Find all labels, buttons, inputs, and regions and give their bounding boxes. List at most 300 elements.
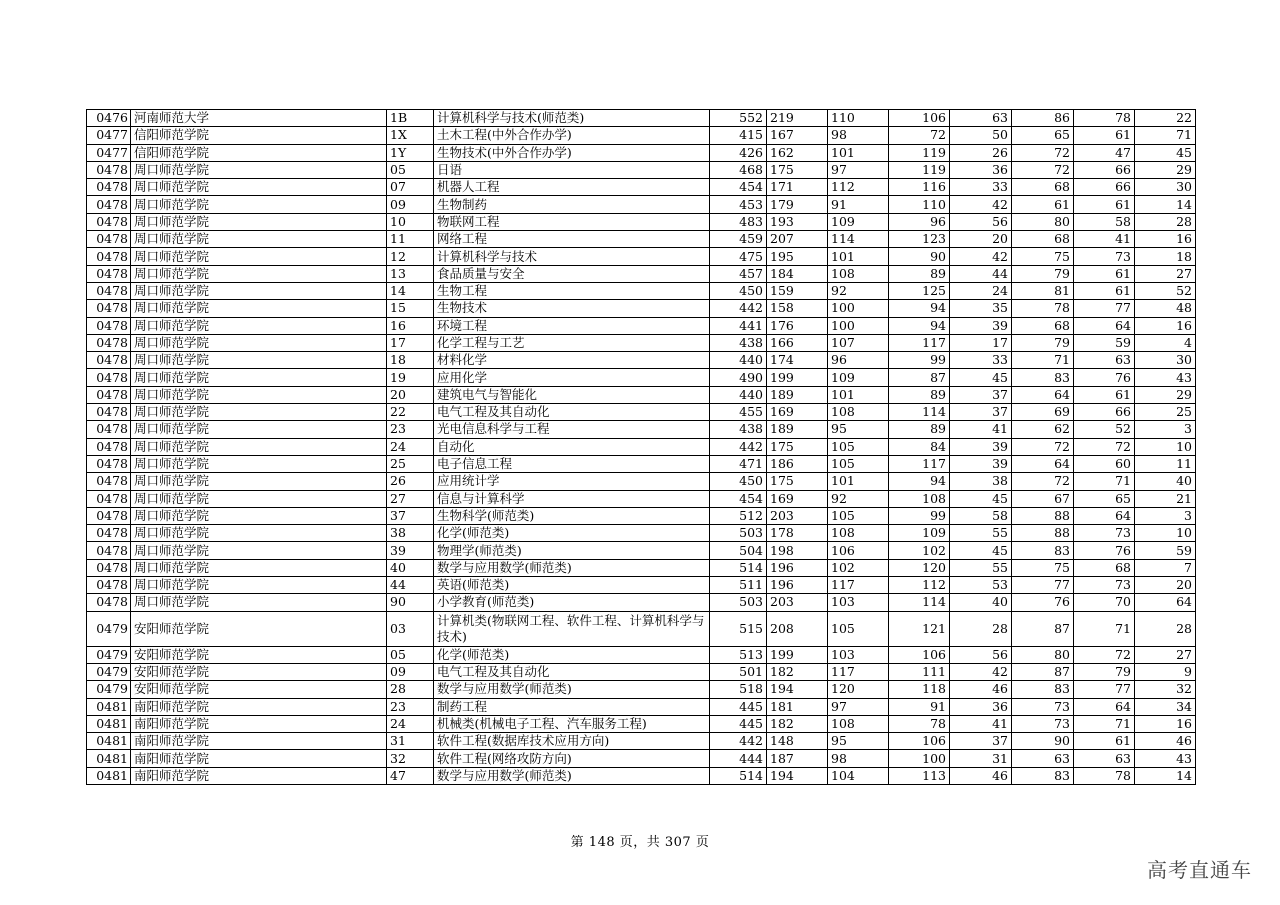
table-row xyxy=(87,767,1196,784)
score-col-8-cell: 29 xyxy=(1135,386,1196,403)
table-row xyxy=(87,542,1196,559)
major-code-cell: 44 xyxy=(387,577,434,594)
score-col-4-cell: 111 xyxy=(889,663,950,680)
major-code-cell: 31 xyxy=(387,733,434,750)
table-row xyxy=(87,455,1196,472)
score-col-5-cell: 46 xyxy=(950,767,1012,784)
score-col-8-cell: 30 xyxy=(1135,179,1196,196)
score-col-8-cell: 14 xyxy=(1135,196,1196,213)
score-col-5-cell: 37 xyxy=(950,404,1012,421)
score-total-cell: 438 xyxy=(710,334,767,351)
score-col-8-cell: 43 xyxy=(1135,369,1196,386)
score-col-7-cell: 71 xyxy=(1074,611,1135,646)
score-col-8-cell: 34 xyxy=(1135,698,1196,715)
score-total-cell: 444 xyxy=(710,750,767,767)
watermark: 高考直通车 xyxy=(1147,858,1252,882)
table-row xyxy=(87,421,1196,438)
school-name-cell: 周口师范学院 xyxy=(131,507,387,524)
school-name-cell: 周口师范学院 xyxy=(131,317,387,334)
score-col-3-cell: 92 xyxy=(828,490,889,507)
score-col-3-cell: 98 xyxy=(828,750,889,767)
score-col-8-cell: 28 xyxy=(1135,611,1196,646)
school-code-cell: 0478 xyxy=(87,317,131,334)
score-col-8-cell: 32 xyxy=(1135,681,1196,698)
score-col-3-cell: 92 xyxy=(828,282,889,299)
score-col-7-cell: 61 xyxy=(1074,196,1135,213)
score-col-4-cell: 116 xyxy=(889,179,950,196)
score-col-8-cell: 10 xyxy=(1135,438,1196,455)
score-col-3-cell: 103 xyxy=(828,646,889,663)
score-col-5-cell: 63 xyxy=(950,110,1012,127)
score-col-7-cell: 61 xyxy=(1074,265,1135,282)
score-col-5-cell: 42 xyxy=(950,248,1012,265)
school-name-cell: 周口师范学院 xyxy=(131,455,387,472)
score-total-cell: 511 xyxy=(710,577,767,594)
score-total-cell: 515 xyxy=(710,611,767,646)
score-col-2-cell: 159 xyxy=(767,282,828,299)
major-name-cell: 数学与应用数学(师范类) xyxy=(434,559,710,576)
score-col-7-cell: 64 xyxy=(1074,698,1135,715)
score-col-8-cell: 10 xyxy=(1135,525,1196,542)
table-row xyxy=(87,611,1196,646)
score-total-cell: 504 xyxy=(710,542,767,559)
major-name-cell: 光电信息科学与工程 xyxy=(434,421,710,438)
score-col-2-cell: 182 xyxy=(767,663,828,680)
major-name-cell: 应用化学 xyxy=(434,369,710,386)
major-name-cell: 自动化 xyxy=(434,438,710,455)
table-row xyxy=(87,248,1196,265)
score-col-6-cell: 73 xyxy=(1012,715,1074,732)
table-row xyxy=(87,282,1196,299)
score-total-cell: 468 xyxy=(710,161,767,178)
score-total-cell: 438 xyxy=(710,421,767,438)
score-col-4-cell: 121 xyxy=(889,611,950,646)
score-col-7-cell: 73 xyxy=(1074,525,1135,542)
school-name-cell: 周口师范学院 xyxy=(131,594,387,611)
score-col-5-cell: 58 xyxy=(950,507,1012,524)
score-col-8-cell: 59 xyxy=(1135,542,1196,559)
score-col-2-cell: 179 xyxy=(767,196,828,213)
score-col-6-cell: 68 xyxy=(1012,179,1074,196)
score-col-5-cell: 35 xyxy=(950,300,1012,317)
score-col-4-cell: 106 xyxy=(889,733,950,750)
major-name-cell: 生物制药 xyxy=(434,196,710,213)
score-col-7-cell: 77 xyxy=(1074,300,1135,317)
score-col-4-cell: 112 xyxy=(889,577,950,594)
table-row xyxy=(87,161,1196,178)
score-col-5-cell: 45 xyxy=(950,542,1012,559)
score-col-2-cell: 169 xyxy=(767,490,828,507)
major-name-cell: 电子信息工程 xyxy=(434,455,710,472)
table-row xyxy=(87,490,1196,507)
school-name-cell: 周口师范学院 xyxy=(131,213,387,230)
score-total-cell: 415 xyxy=(710,127,767,144)
table-row xyxy=(87,352,1196,369)
score-col-3-cell: 100 xyxy=(828,317,889,334)
score-col-6-cell: 71 xyxy=(1012,352,1074,369)
table-body xyxy=(87,110,1196,785)
major-name-cell: 机器人工程 xyxy=(434,179,710,196)
school-name-cell: 信阳师范学院 xyxy=(131,144,387,161)
score-col-2-cell: 196 xyxy=(767,577,828,594)
score-col-7-cell: 79 xyxy=(1074,663,1135,680)
major-name-cell: 制药工程 xyxy=(434,698,710,715)
score-col-7-cell: 71 xyxy=(1074,473,1135,490)
score-col-8-cell: 16 xyxy=(1135,317,1196,334)
score-col-6-cell: 72 xyxy=(1012,473,1074,490)
major-code-cell: 14 xyxy=(387,282,434,299)
table-row xyxy=(87,386,1196,403)
score-col-5-cell: 33 xyxy=(950,352,1012,369)
score-col-6-cell: 72 xyxy=(1012,144,1074,161)
score-col-4-cell: 89 xyxy=(889,386,950,403)
score-col-7-cell: 72 xyxy=(1074,438,1135,455)
score-col-8-cell: 25 xyxy=(1135,404,1196,421)
school-name-cell: 周口师范学院 xyxy=(131,179,387,196)
score-col-6-cell: 77 xyxy=(1012,577,1074,594)
score-col-4-cell: 114 xyxy=(889,404,950,421)
school-code-cell: 0478 xyxy=(87,507,131,524)
major-code-cell: 11 xyxy=(387,231,434,248)
score-col-7-cell: 47 xyxy=(1074,144,1135,161)
major-code-cell: 20 xyxy=(387,386,434,403)
school-code-cell: 0478 xyxy=(87,559,131,576)
score-total-cell: 453 xyxy=(710,196,767,213)
table-row xyxy=(87,525,1196,542)
score-col-6-cell: 72 xyxy=(1012,161,1074,178)
major-name-cell: 生物技术 xyxy=(434,300,710,317)
table-row xyxy=(87,369,1196,386)
table-row xyxy=(87,698,1196,715)
score-col-8-cell: 21 xyxy=(1135,490,1196,507)
score-col-6-cell: 75 xyxy=(1012,248,1074,265)
score-col-3-cell: 95 xyxy=(828,733,889,750)
score-col-6-cell: 90 xyxy=(1012,733,1074,750)
school-name-cell: 周口师范学院 xyxy=(131,248,387,265)
score-col-3-cell: 108 xyxy=(828,265,889,282)
school-code-cell: 0478 xyxy=(87,282,131,299)
score-col-7-cell: 52 xyxy=(1074,421,1135,438)
school-name-cell: 周口师范学院 xyxy=(131,404,387,421)
major-code-cell: 07 xyxy=(387,179,434,196)
score-total-cell: 440 xyxy=(710,352,767,369)
major-code-cell: 24 xyxy=(387,715,434,732)
score-col-6-cell: 80 xyxy=(1012,646,1074,663)
score-col-4-cell: 84 xyxy=(889,438,950,455)
score-col-2-cell: 195 xyxy=(767,248,828,265)
school-code-cell: 0477 xyxy=(87,127,131,144)
score-col-4-cell: 125 xyxy=(889,282,950,299)
score-col-6-cell: 79 xyxy=(1012,334,1074,351)
school-code-cell: 0478 xyxy=(87,404,131,421)
major-code-cell: 03 xyxy=(387,611,434,646)
score-col-7-cell: 41 xyxy=(1074,231,1135,248)
major-name-cell: 化学(师范类) xyxy=(434,525,710,542)
table-row xyxy=(87,507,1196,524)
school-code-cell: 0478 xyxy=(87,473,131,490)
score-col-3-cell: 110 xyxy=(828,110,889,127)
score-col-5-cell: 17 xyxy=(950,334,1012,351)
score-col-5-cell: 39 xyxy=(950,455,1012,472)
score-col-7-cell: 70 xyxy=(1074,594,1135,611)
score-col-5-cell: 56 xyxy=(950,646,1012,663)
score-total-cell: 513 xyxy=(710,646,767,663)
school-name-cell: 周口师范学院 xyxy=(131,282,387,299)
score-col-3-cell: 104 xyxy=(828,767,889,784)
score-col-5-cell: 42 xyxy=(950,663,1012,680)
school-name-cell: 周口师范学院 xyxy=(131,196,387,213)
score-col-2-cell: 171 xyxy=(767,179,828,196)
score-col-4-cell: 106 xyxy=(889,646,950,663)
school-name-cell: 周口师范学院 xyxy=(131,473,387,490)
school-code-cell: 0481 xyxy=(87,767,131,784)
major-name-cell: 计算机科学与技术(师范类) xyxy=(434,110,710,127)
score-total-cell: 501 xyxy=(710,663,767,680)
score-col-7-cell: 63 xyxy=(1074,750,1135,767)
score-col-3-cell: 105 xyxy=(828,611,889,646)
score-col-3-cell: 108 xyxy=(828,525,889,542)
major-code-cell: 13 xyxy=(387,265,434,282)
score-col-6-cell: 67 xyxy=(1012,490,1074,507)
score-col-5-cell: 36 xyxy=(950,698,1012,715)
page-number: 第 148 页，共 307 页 xyxy=(570,835,710,850)
major-name-cell: 化学(师范类) xyxy=(434,646,710,663)
score-col-6-cell: 76 xyxy=(1012,594,1074,611)
score-col-4-cell: 120 xyxy=(889,559,950,576)
score-col-2-cell: 193 xyxy=(767,213,828,230)
score-col-4-cell: 91 xyxy=(889,698,950,715)
score-total-cell: 490 xyxy=(710,369,767,386)
table-row xyxy=(87,681,1196,698)
score-col-3-cell: 102 xyxy=(828,559,889,576)
score-col-5-cell: 37 xyxy=(950,386,1012,403)
score-col-6-cell: 68 xyxy=(1012,317,1074,334)
score-col-3-cell: 97 xyxy=(828,698,889,715)
score-total-cell: 442 xyxy=(710,733,767,750)
major-code-cell: 05 xyxy=(387,646,434,663)
score-col-5-cell: 39 xyxy=(950,317,1012,334)
score-col-2-cell: 184 xyxy=(767,265,828,282)
score-total-cell: 459 xyxy=(710,231,767,248)
school-code-cell: 0478 xyxy=(87,334,131,351)
major-code-cell: 1Y xyxy=(387,144,434,161)
score-total-cell: 445 xyxy=(710,715,767,732)
school-name-cell: 周口师范学院 xyxy=(131,369,387,386)
score-col-8-cell: 46 xyxy=(1135,733,1196,750)
score-col-6-cell: 65 xyxy=(1012,127,1074,144)
score-col-3-cell: 109 xyxy=(828,213,889,230)
school-name-cell: 南阳师范学院 xyxy=(131,715,387,732)
score-col-5-cell: 45 xyxy=(950,369,1012,386)
school-code-cell: 0479 xyxy=(87,663,131,680)
school-name-cell: 南阳师范学院 xyxy=(131,733,387,750)
school-name-cell: 南阳师范学院 xyxy=(131,767,387,784)
score-col-7-cell: 66 xyxy=(1074,161,1135,178)
score-col-4-cell: 99 xyxy=(889,352,950,369)
score-col-7-cell: 76 xyxy=(1074,369,1135,386)
score-col-3-cell: 108 xyxy=(828,715,889,732)
school-code-cell: 0478 xyxy=(87,161,131,178)
major-name-cell: 生物技术(中外合作办学) xyxy=(434,144,710,161)
score-col-2-cell: 175 xyxy=(767,438,828,455)
score-col-8-cell: 11 xyxy=(1135,455,1196,472)
school-code-cell: 0478 xyxy=(87,300,131,317)
major-code-cell: 32 xyxy=(387,750,434,767)
score-col-3-cell: 114 xyxy=(828,231,889,248)
score-col-5-cell: 56 xyxy=(950,213,1012,230)
table-row xyxy=(87,317,1196,334)
score-col-6-cell: 75 xyxy=(1012,559,1074,576)
school-name-cell: 周口师范学院 xyxy=(131,559,387,576)
score-col-6-cell: 83 xyxy=(1012,542,1074,559)
major-code-cell: 39 xyxy=(387,542,434,559)
score-col-8-cell: 52 xyxy=(1135,282,1196,299)
score-total-cell: 441 xyxy=(710,317,767,334)
score-col-7-cell: 66 xyxy=(1074,179,1135,196)
score-col-2-cell: 196 xyxy=(767,559,828,576)
major-code-cell: 37 xyxy=(387,507,434,524)
major-name-cell: 网络工程 xyxy=(434,231,710,248)
score-col-4-cell: 96 xyxy=(889,213,950,230)
score-col-6-cell: 64 xyxy=(1012,455,1074,472)
school-code-cell: 0478 xyxy=(87,369,131,386)
score-col-3-cell: 100 xyxy=(828,300,889,317)
score-col-5-cell: 55 xyxy=(950,525,1012,542)
school-name-cell: 南阳师范学院 xyxy=(131,698,387,715)
score-col-3-cell: 98 xyxy=(828,127,889,144)
score-col-5-cell: 50 xyxy=(950,127,1012,144)
score-col-7-cell: 61 xyxy=(1074,282,1135,299)
major-name-cell: 英语(师范类) xyxy=(434,577,710,594)
score-col-2-cell: 181 xyxy=(767,698,828,715)
school-code-cell: 0479 xyxy=(87,611,131,646)
score-col-8-cell: 9 xyxy=(1135,663,1196,680)
score-col-7-cell: 66 xyxy=(1074,404,1135,421)
score-col-6-cell: 87 xyxy=(1012,611,1074,646)
score-total-cell: 475 xyxy=(710,248,767,265)
school-code-cell: 0478 xyxy=(87,594,131,611)
school-name-cell: 安阳师范学院 xyxy=(131,681,387,698)
major-code-cell: 09 xyxy=(387,196,434,213)
score-col-4-cell: 123 xyxy=(889,231,950,248)
table-row xyxy=(87,110,1196,127)
school-code-cell: 0479 xyxy=(87,646,131,663)
score-total-cell: 440 xyxy=(710,386,767,403)
score-col-7-cell: 73 xyxy=(1074,577,1135,594)
school-name-cell: 周口师范学院 xyxy=(131,352,387,369)
score-col-8-cell: 3 xyxy=(1135,507,1196,524)
score-total-cell: 514 xyxy=(710,559,767,576)
score-col-3-cell: 117 xyxy=(828,577,889,594)
score-col-2-cell: 219 xyxy=(767,110,828,127)
school-code-cell: 0481 xyxy=(87,715,131,732)
score-col-8-cell: 45 xyxy=(1135,144,1196,161)
score-col-4-cell: 72 xyxy=(889,127,950,144)
school-code-cell: 0478 xyxy=(87,542,131,559)
major-name-cell: 软件工程(数据库技术应用方向) xyxy=(434,733,710,750)
school-name-cell: 安阳师范学院 xyxy=(131,646,387,663)
school-code-cell: 0481 xyxy=(87,750,131,767)
major-code-cell: 17 xyxy=(387,334,434,351)
score-col-7-cell: 61 xyxy=(1074,386,1135,403)
score-col-2-cell: 178 xyxy=(767,525,828,542)
school-code-cell: 0478 xyxy=(87,231,131,248)
score-col-6-cell: 73 xyxy=(1012,698,1074,715)
score-col-5-cell: 55 xyxy=(950,559,1012,576)
major-code-cell: 10 xyxy=(387,213,434,230)
school-name-cell: 周口师范学院 xyxy=(131,542,387,559)
score-col-8-cell: 48 xyxy=(1135,300,1196,317)
major-code-cell: 38 xyxy=(387,525,434,542)
major-name-cell: 生物科学(师范类) xyxy=(434,507,710,524)
score-col-8-cell: 14 xyxy=(1135,767,1196,784)
score-col-7-cell: 64 xyxy=(1074,317,1135,334)
score-col-2-cell: 174 xyxy=(767,352,828,369)
score-col-2-cell: 199 xyxy=(767,646,828,663)
school-name-cell: 信阳师范学院 xyxy=(131,127,387,144)
major-code-cell: 90 xyxy=(387,594,434,611)
table-row xyxy=(87,438,1196,455)
school-code-cell: 0481 xyxy=(87,733,131,750)
school-name-cell: 周口师范学院 xyxy=(131,231,387,248)
score-col-3-cell: 108 xyxy=(828,404,889,421)
school-name-cell: 周口师范学院 xyxy=(131,300,387,317)
score-total-cell: 450 xyxy=(710,282,767,299)
major-name-cell: 土木工程(中外合作办学) xyxy=(434,127,710,144)
major-code-cell: 23 xyxy=(387,421,434,438)
score-col-2-cell: 208 xyxy=(767,611,828,646)
score-col-8-cell: 4 xyxy=(1135,334,1196,351)
score-col-4-cell: 114 xyxy=(889,594,950,611)
major-name-cell: 生物工程 xyxy=(434,282,710,299)
score-col-4-cell: 108 xyxy=(889,490,950,507)
table-row xyxy=(87,733,1196,750)
major-name-cell: 信息与计算科学 xyxy=(434,490,710,507)
score-col-5-cell: 38 xyxy=(950,473,1012,490)
score-col-7-cell: 61 xyxy=(1074,733,1135,750)
score-col-6-cell: 72 xyxy=(1012,438,1074,455)
school-code-cell: 0478 xyxy=(87,490,131,507)
major-name-cell: 电气工程及其自动化 xyxy=(434,404,710,421)
school-name-cell: 周口师范学院 xyxy=(131,265,387,282)
school-name-cell: 周口师范学院 xyxy=(131,577,387,594)
table-row xyxy=(87,663,1196,680)
table-row xyxy=(87,594,1196,611)
score-col-5-cell: 41 xyxy=(950,421,1012,438)
score-total-cell: 426 xyxy=(710,144,767,161)
major-name-cell: 环境工程 xyxy=(434,317,710,334)
score-col-6-cell: 83 xyxy=(1012,369,1074,386)
major-name-cell: 电气工程及其自动化 xyxy=(434,663,710,680)
score-total-cell: 450 xyxy=(710,473,767,490)
table-row xyxy=(87,577,1196,594)
score-col-5-cell: 44 xyxy=(950,265,1012,282)
score-col-6-cell: 87 xyxy=(1012,663,1074,680)
school-code-cell: 0478 xyxy=(87,455,131,472)
score-col-6-cell: 68 xyxy=(1012,231,1074,248)
score-total-cell: 518 xyxy=(710,681,767,698)
score-col-2-cell: 148 xyxy=(767,733,828,750)
major-code-cell: 19 xyxy=(387,369,434,386)
score-col-8-cell: 16 xyxy=(1135,715,1196,732)
school-name-cell: 河南师范大学 xyxy=(131,110,387,127)
major-code-cell: 40 xyxy=(387,559,434,576)
major-code-cell: 05 xyxy=(387,161,434,178)
score-col-5-cell: 26 xyxy=(950,144,1012,161)
score-col-7-cell: 76 xyxy=(1074,542,1135,559)
score-col-4-cell: 118 xyxy=(889,681,950,698)
major-name-cell: 机械类(机械电子工程、汽车服务工程) xyxy=(434,715,710,732)
